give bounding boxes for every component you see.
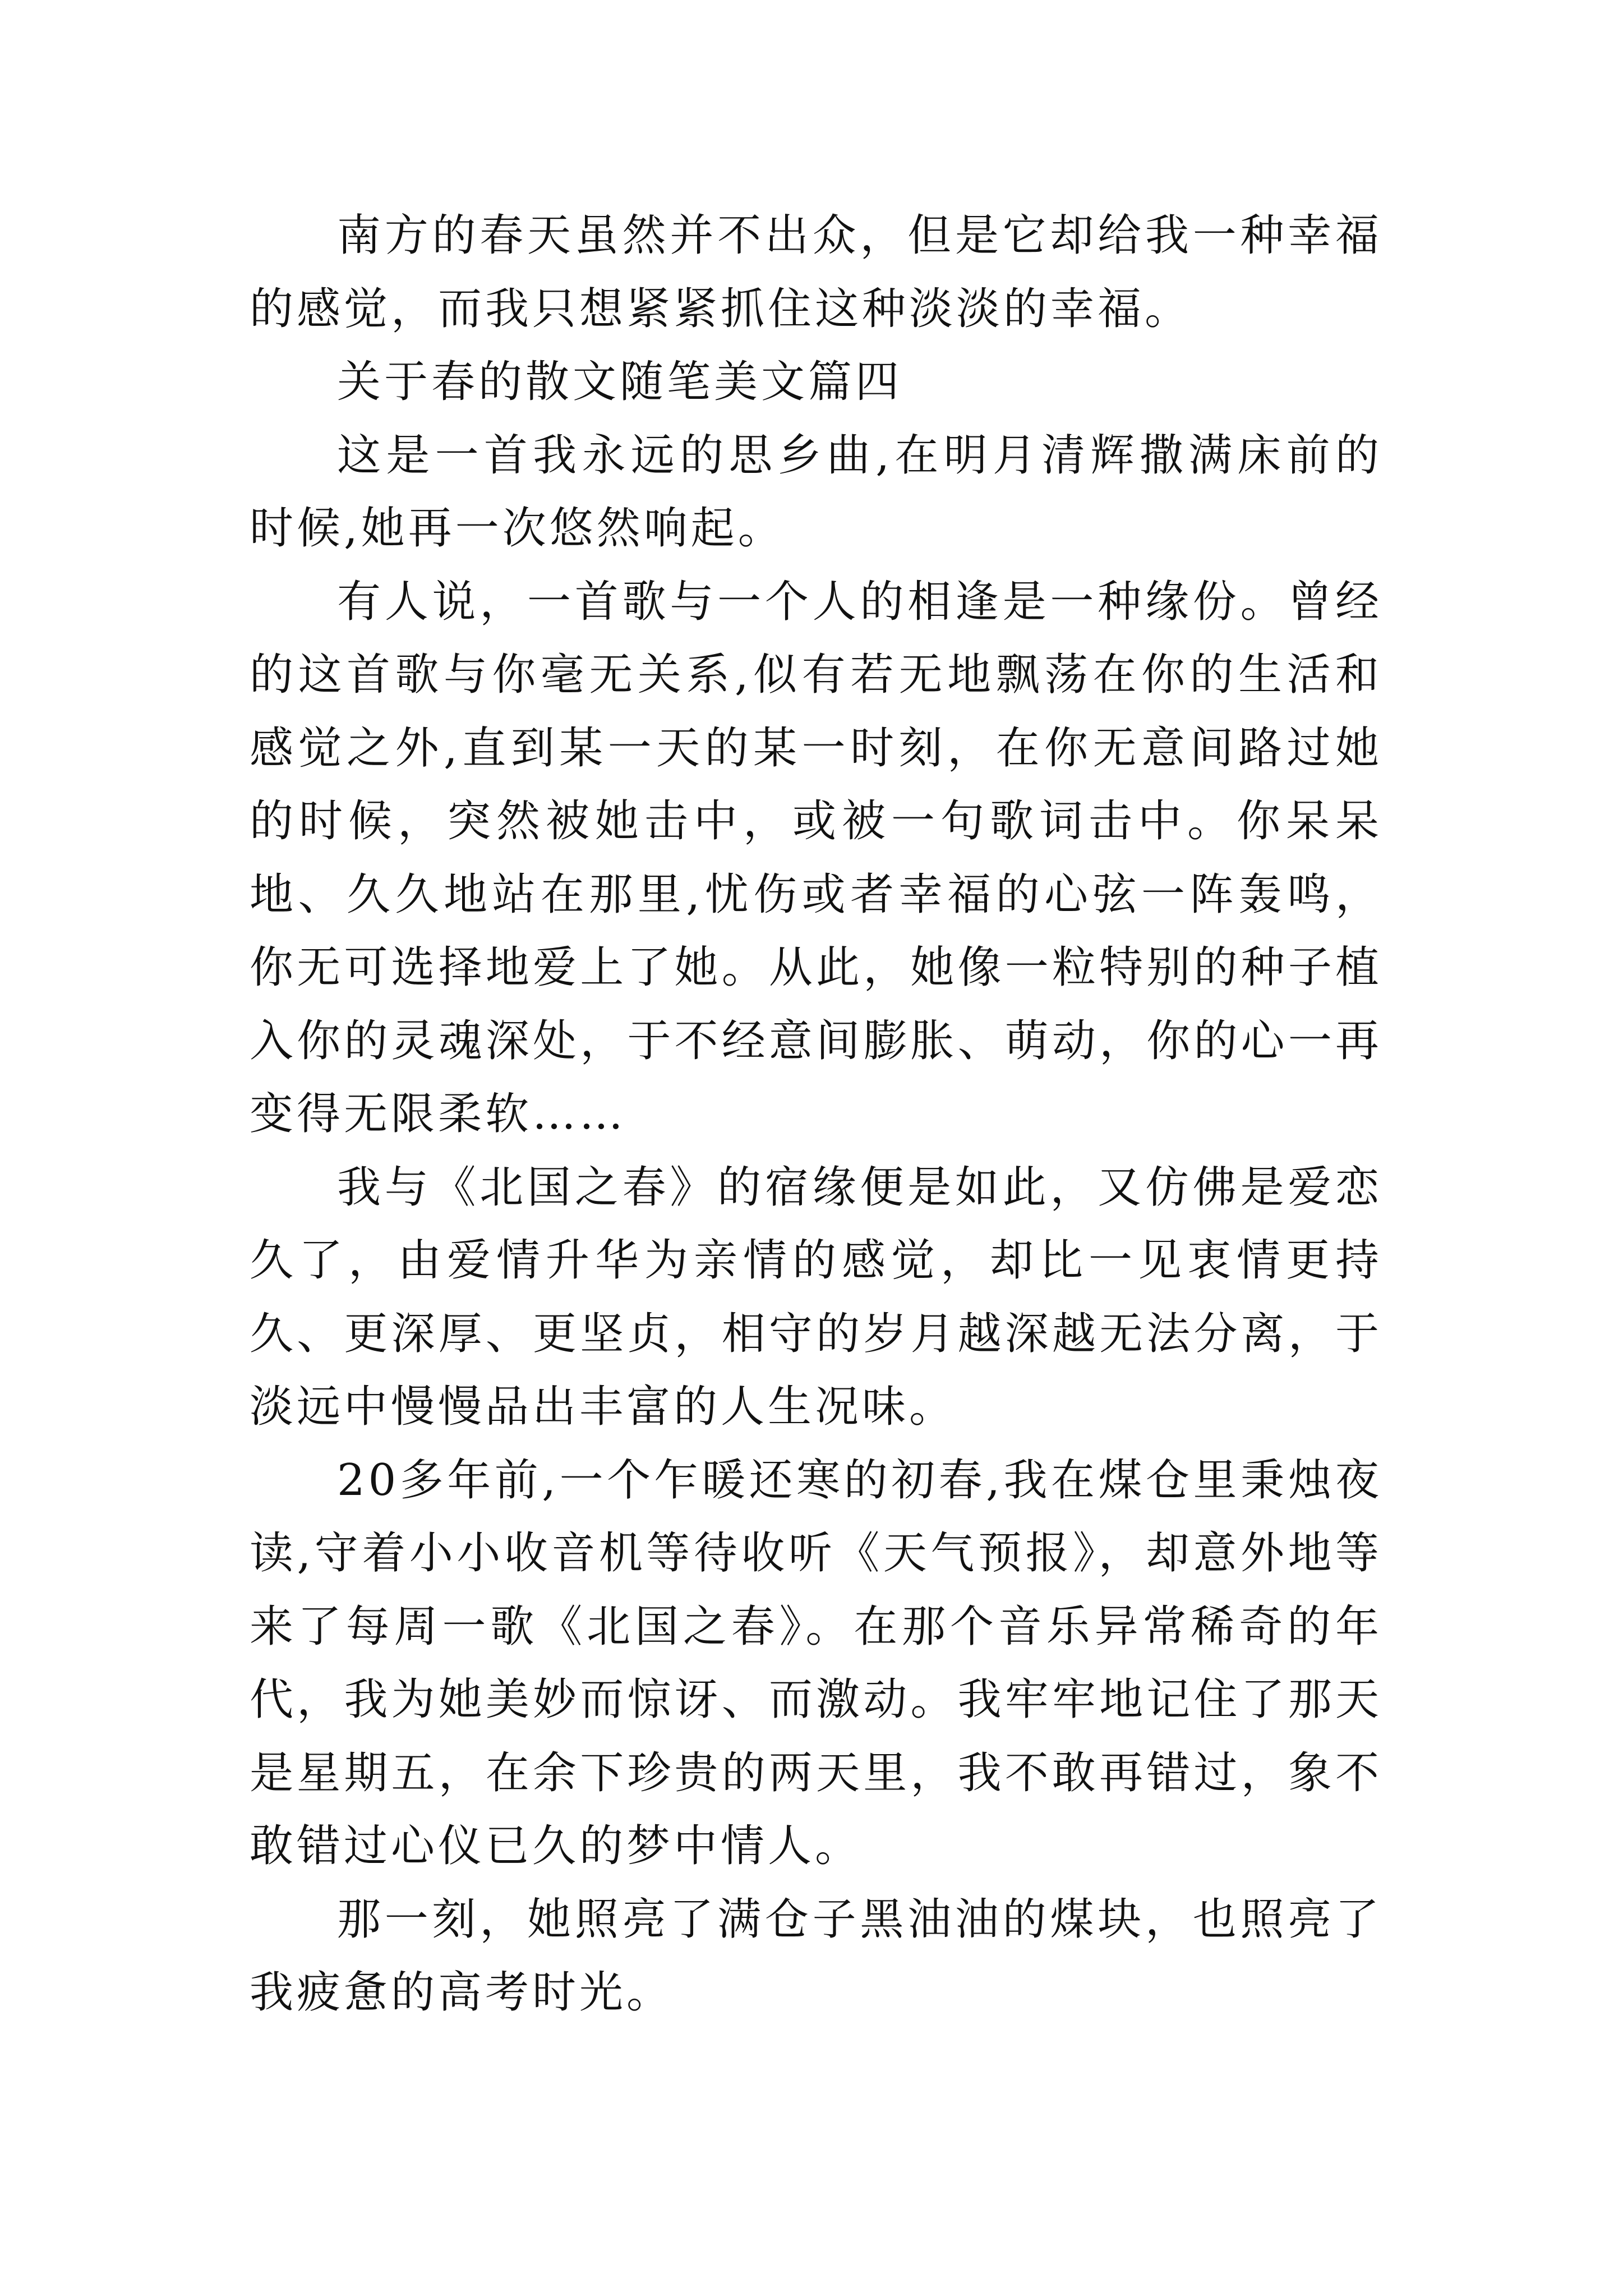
paragraph-4: 我与《北国之春》的宿缘便是如此，又仿佛是爱恋久了，由爱情升华为亲情的感觉，却比一见衷情更持久、更深厚、更坚贞，相守的岁月越深越无法分离，于淡远中慢慢品出丰富的人生况味。: [250, 1162, 1382, 1432]
paragraph-1: 南方的春天虽然并不出众，但是它却给我一种幸福的感觉，而我只想紧紧抓住这种淡淡的幸福。: [250, 210, 1382, 334]
paragraph-6: 那一刻，她照亮了满仓子黑油油的煤块，也照亮了我疲惫的高考时光。: [250, 1894, 1382, 2018]
section-heading: 关于春的散文随笔美文篇四: [337, 357, 903, 407]
paragraph-3: 有人说，一首歌与一个人的相逢是一种缘份。曾经的这首歌与你毫无关系,似有若无地飘荡在你的生活和感觉之外,直到某一天的某一时刻，在你无意间路过她的时候，突然被她击中，或被一句歌词击中。你呆呆地、久久地站在那里,忧伤或者幸福的心弦一阵轰鸣，你无可选择地爱上了她。从此，她像一粒特别的种子植入你的灵魂深处，于不经意间膨胀、萌动，你的心一再变得无限柔软……: [250, 576, 1382, 1139]
paragraph-2: 这是一首我永远的思乡曲,在明月清辉撒满床前的时候,她再一次悠然响起。: [250, 430, 1382, 554]
body-text: [250, 199, 1382, 2030]
paragraph-5: 20多年前,一个乍暖还寒的初春,我在煤仓里秉烛夜读,守着小小收音机等待收听《天气预报》，却意外地等来了每周一歌《北国之春》。在那个音乐异常稀奇的年代，我为她美妙而惊讶、而激动。我牢牢地记住了那天是星期五，在余下珍贵的两天里，我不敢再错过，象不敢错过心仪已久的梦中情人。: [250, 1455, 1382, 1871]
